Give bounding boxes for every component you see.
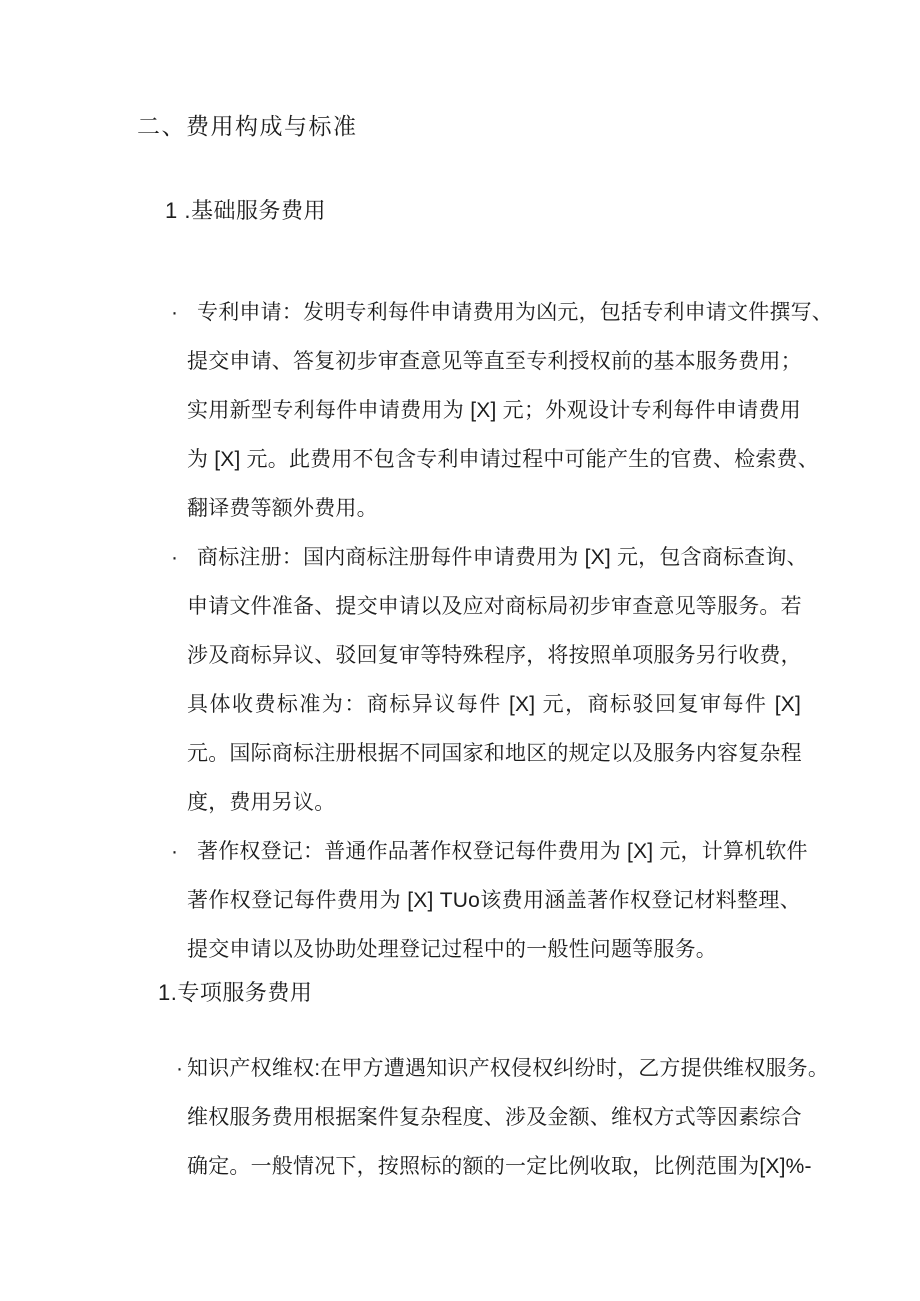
- text-line: 元。国际商标注册根据不同国家和地区的规定以及服务内容复杂程: [187, 742, 802, 765]
- text-line: 度，费用另议。: [187, 791, 336, 814]
- bullet-marker: ·: [171, 840, 178, 863]
- bullet-item-patent-application: [171, 288, 833, 533]
- text-line: 专利申请：发明专利每件申请费用为凶元，包括专利申请文件撰写、: [197, 301, 833, 324]
- bullet-marker: ·: [171, 301, 178, 324]
- bullet-marker: ·: [171, 546, 178, 569]
- text-line: 具体收费标准为：商标异议每件 [X] 元，商标驳回复审每件 [X]: [187, 693, 801, 716]
- bullet-item-copyright-registration: [171, 827, 808, 974]
- text-line: 提交申请、答复初步审查意见等直至专利授权前的基本服务费用；: [187, 350, 802, 373]
- section-heading: 二、费用构成与标准: [137, 113, 358, 139]
- bullet-list-basic-fees: [171, 288, 833, 974]
- text-line: 申请文件准备、提交申请以及应对商标局初步审查意见等服务。若: [187, 595, 802, 618]
- text-line: 著作权登记：普通作品著作权登记每件费用为 [X] 元，计算机软件: [197, 840, 808, 863]
- text-line: 实用新型专利每件申请费用为 [X] 元；外观设计专利每件申请费用: [187, 399, 801, 422]
- text-line: 知识产权维权:在甲方遭遇知识产权侵权纠纷时，乙方提供维权服务。: [187, 1057, 830, 1080]
- text-line: 提交申请以及协助处理登记过程中的一般性问题等服务。: [187, 938, 717, 961]
- text-line: 著作权登记每件费用为 [X] TUo该费用涵盖著作权登记材料整理、: [187, 889, 801, 912]
- bullet-item-trademark-registration: [171, 533, 808, 827]
- bullet-list-special-fees: [176, 1044, 830, 1191]
- text-line: 维权服务费用根据案件复杂程度、涉及金额、维权方式等因素综合: [187, 1106, 802, 1129]
- text-line: 确定。一般情况下，按照标的额的一定比例收取，比例范围为[X]%-: [187, 1155, 812, 1178]
- text-line: 涉及商标异议、驳回复审等特殊程序，将按照单项服务另行收费，: [187, 644, 802, 667]
- subsection-heading-special-fees: 1.专项服务费用: [158, 980, 313, 1005]
- text-line: 翻译费等额外费用。: [187, 497, 378, 520]
- text-line: 为 [X] 元。此费用不包含专利申请过程中可能产生的官费、检索费、: [187, 448, 819, 471]
- bullet-marker: ·: [176, 1057, 183, 1080]
- text-line: 商标注册：国内商标注册每件申请费用为 [X] 元，包含商标查询、: [197, 546, 808, 569]
- subsection-heading-basic-fees: 1 .基础服务费用: [165, 198, 326, 223]
- bullet-item-ip-enforcement: [176, 1044, 830, 1191]
